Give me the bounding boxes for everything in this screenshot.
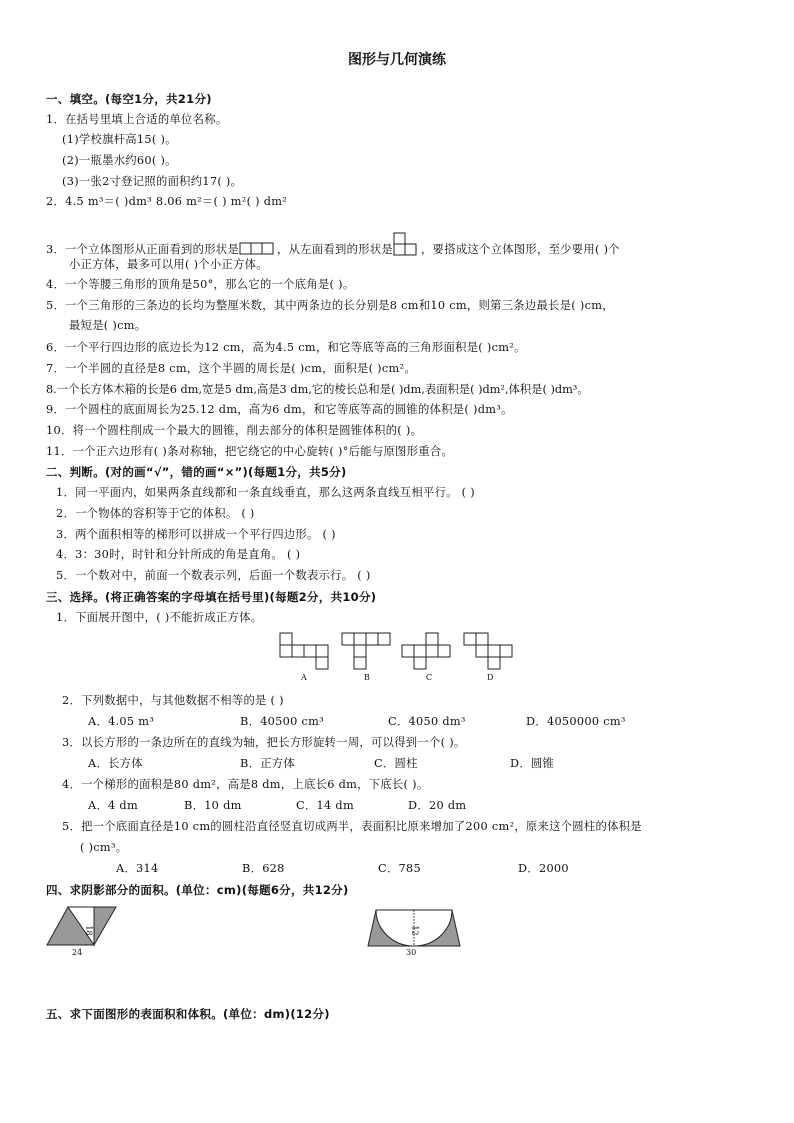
net-label-c: C [426,673,433,682]
option-a: A．4 dm [88,799,138,812]
option-a: A．314 [116,862,159,875]
question-1-8: 8.一个长方体木箱的长是6 dm,宽是5 dm,高是3 dm,它的棱长总和是( )dm,表面积是( )dm²,体积是( )dm³。 [46,383,589,396]
question-1-9: 9．一个圆柱的底面周长为25.12 dm，高为6 dm，和它等底等高的圆锥的体积是( )dm³。 [46,403,513,416]
question-1-7: 7．一个半圆的直径是8 cm，这个半圆的周长是( )cm，面积是( )cm²。 [46,362,416,375]
cube-net-b [341,632,393,670]
question-1-3-part-c: ，要搭成这个立体图形，至少要用( )个 [421,243,620,256]
option-b: B．628 [242,862,285,875]
question-1-6: 6．一个平行四边形的底边长为12 cm，高为4.5 cm，和它等底等高的三角形面积是( )cm²。 [46,341,526,354]
judge-item: 5．一个数对中，前面一个数表示列，后面一个数表示行。 ( ) [56,569,371,582]
cube-net-a [279,632,329,670]
question-1-11: 11．一个正六边形有( )条对称轴，把它绕它的中心旋转( )°后能与原图形重合。 [46,445,454,458]
fig2-width-label: 30 [406,948,417,957]
fig1-height-label: 18 [84,925,94,936]
question-1-3-part-a: 3．一个立体图形从正面看到的形状是 [46,243,240,256]
left-view-figure [393,231,419,259]
page-title: 图形与几何演练 [348,52,446,68]
option-a: A．4.05 m³ [88,715,155,728]
option-b: B．40500 cm³ [240,715,324,728]
section-4-heading: 四、求阴影部分的面积。(单位：cm)(每题6分，共12分) [46,883,349,897]
cube-net-d [463,632,515,670]
question-1-10: 10．将一个圆柱削成一个最大的圆锥，削去部分的体积是圆锥体积的( )。 [46,424,423,437]
question-1-1: 1．在括号里填上合适的单位名称。 [46,113,228,126]
section-1-heading: 一、填空。(每空1分，共21分) [46,92,212,106]
section-3-heading: 三、选择。(将正确答案的字母填在括号里)(每题2分，共10分) [46,590,377,604]
question-1-1a: (1)学校旗杆高15( )。 [62,133,177,146]
option-c: C．14 dm [296,799,354,812]
option-d: D．20 dm [408,799,467,812]
question-1-3-cont: 小正方体，最多可以用( )个小正方体。 [69,258,268,271]
option-d: D．圆锥 [510,757,555,770]
question-1-4: 4．一个等腰三角形的顶角是50°，那么它的一个底角是( )。 [46,278,355,291]
option-c: C．4050 dm³ [388,715,466,728]
section-2-heading: 二、判断。(对的画“√”，错的画“×”)(每题1分，共5分) [46,465,347,479]
option-d: D．2000 [518,862,569,875]
option-c: C．785 [378,862,422,875]
section-5-heading: 五、求下面图形的表面积和体积。(单位：dm)(12分) [46,1007,330,1021]
question-1-5-cont: 最短是( )cm。 [69,319,147,332]
judge-item: 3．两个面积相等的梯形可以拼成一个平行四边形。 ( ) [56,528,336,541]
judge-item: 2．一个物体的容积等于它的体积。 ( ) [56,507,255,520]
question-1-3 [46,231,620,259]
option-a: A．长方体 [88,757,143,770]
net-label-a: A [301,673,307,682]
fig1-width-label: 24 [72,948,83,957]
choice-question-5: 5．把一个底面直径是10 cm的圆柱沿直径竖直切成两半，表面积比原来增加了200 cm²，原来这个圆柱的体积是 [62,820,642,833]
option-b: B．10 dm [184,799,242,812]
cube-net-c [401,632,453,670]
option-b: B．正方体 [240,757,295,770]
question-1-1b: (2)一瓶墨水约60( )。 [62,154,177,167]
option-c: C．圆柱 [374,757,418,770]
judge-item: 4．3：30时，时针和分针所成的角是直角。 ( ) [56,548,301,561]
question-1-3-part-b: ，从左面看到的形状是 [277,243,394,256]
question-1-2: 2．4.5 m³＝( )dm³ 8.06 m²＝( ) m²( ) dm² [46,195,288,208]
judge-item: 1．同一平面内，如果两条直线都和一条直线垂直，那么这两条直线互相平行。 ( ) [56,486,475,499]
choice-question-4: 4．一个梯形的面积是80 dm²，高是8 dm，上底长6 dm，下底长( )。 [62,778,429,791]
shaded-parallelogram-figure [46,905,118,949]
choice-question-3: 3．以长方形的一条边所在的直线为轴，把长方形旋转一周，可以得到一个( )。 [62,736,466,749]
choice-question-2: 2．下列数据中，与其他数据不相等的是 ( ) [62,694,284,707]
question-1-5: 5．一个三角形的三条边的长均为整厘米数，其中两条边的长分别是8 cm和10 cm，则第三条边最长是( )cm， [46,299,614,312]
net-label-d: D [487,673,494,682]
choice-question-1: 1．下面展开图中，( )不能折成正方体。 [56,611,263,624]
net-label-b: B [364,673,370,682]
option-d: D．4050000 cm³ [526,715,626,728]
front-view-figure [239,235,275,259]
fig2-height-label: 12 [410,925,420,936]
choice-question-5-cont: ( )cm³。 [80,841,128,854]
question-1-1c: (3)一张2寸登记照的面积约17( )。 [62,175,243,188]
